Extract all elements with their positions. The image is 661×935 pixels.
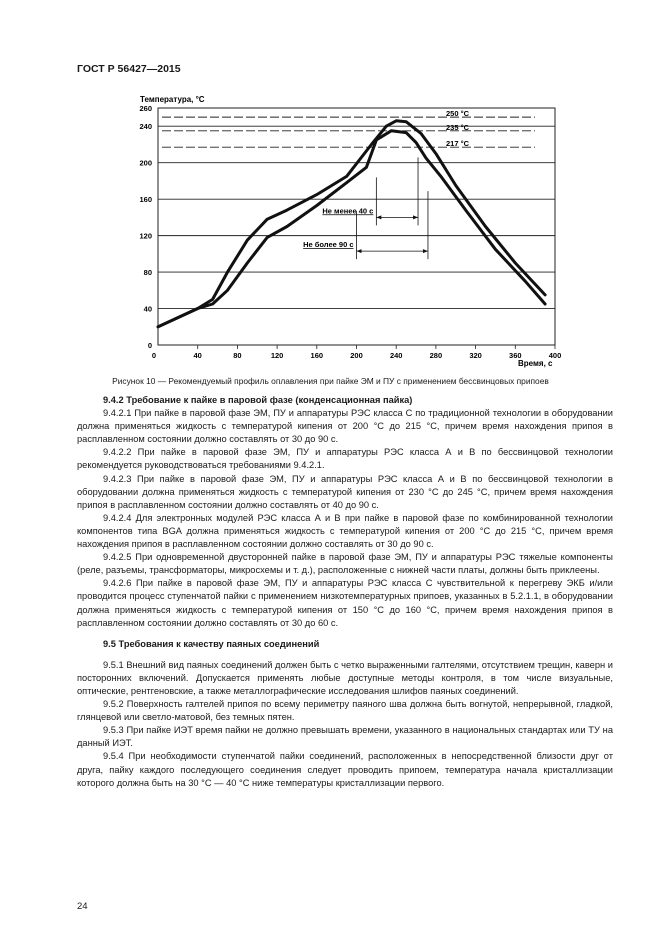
x-tick-label-280: 280 xyxy=(429,351,443,360)
y-tick-label-260: 260 xyxy=(139,104,152,113)
arrowhead-right-2 xyxy=(423,249,428,253)
arrowhead-left-1 xyxy=(376,215,381,219)
reflow-profile-chart xyxy=(0,0,661,380)
paragraph-9-4-2-1: 9.4.2.1 При пайке в паровой фазе ЭМ, ПУ и аппаратуры РЭС класса С по традиционной технологии в оборудовании должна применяться жидкость с температурой кипения от 200 °C до 215 °C, причем время нахождения припоя в расплавленном состоянии должно составлять от 30 до 90 с. xyxy=(77,408,613,445)
x-tick-label-0: 0 xyxy=(151,351,157,360)
paragraph-9-4-2-4: 9.4.2.4 Для электронных модулей РЭС класса А и В при пайке в паровой фазе по комбинированной технологии компонентов типа BGA должна применяться жидкость с температурой кипения от 200 °C до 215 °C, причем время нахождения припоя в расплавленном состоянии должно составлять от 30 до 90 с. xyxy=(77,512,613,550)
x-tick-label-200: 200 xyxy=(350,351,363,360)
paragraph-9-5-1: 9.5.1 Внешний вид паяных соединений должен быть с четко выраженными галтелями, отсутствием трещин, каверн и посторонних включений. Допускается применять любые доступные методы контроля, в том числе визуальные, оптические, рентгеновские, а также металлографические исследования шлифов паяных соединений. xyxy=(77,659,613,696)
arrowhead-left-2 xyxy=(357,249,362,253)
body-text xyxy=(77,394,613,790)
arrowhead-right-1 xyxy=(413,215,418,219)
paragraph-9-4-2-3: 9.4.2.3 При пайке в паровой фазе ЭМ, ПУ и аппаратуры РЭС класса А и В по бессвинцовой технологии в оборудовании должна применяться жидкость с температурой кипения от 230 °C до 245 °C, причем время нахождения припоя в расплавленном состоянии должно составлять от 40 до 90 с. xyxy=(77,473,613,510)
y-tick-label-240: 240 xyxy=(139,122,152,132)
section-heading-9-5: 9.5 Требования к качеству паяных соединений xyxy=(103,638,320,649)
paragraph-9-4-2-2: 9.4.2.2 При пайке в паровой фазе ЭМ, ПУ и аппаратуры РЭС класса А и В по бессвинцовой технологии рекомендуется руководствоваться требованиями 9.4.2.1. xyxy=(77,447,613,471)
x-tick-label-80: 80 xyxy=(233,351,242,360)
document-code: ГОСТ Р 56427—2015 xyxy=(77,63,181,75)
y-tick-label-120: 120 xyxy=(139,231,152,241)
paragraph-9-5-4: 9.5.4 При необходимости ступенчатой пайки соединений, расположенных в непосредственной близости друг от друга, пайку каждого последующего соединения следует проводить припоем, температура начала кристаллизации которого должна быть на 30 °C — 40 °C ниже температуры кристаллизации первого. xyxy=(77,751,613,788)
profile-curve-1 xyxy=(158,121,545,327)
paragraph-9-4-2-5: 9.4.2.5 При одновременной двусторонней пайке в паровой фазе ЭМ, ПУ и аппаратуры РЭС тяжелые компоненты (реле, разъемы, трансформаторы, микросхемы и т. д.), расположенные с нижней части платы, должны быть приклеены. xyxy=(77,552,613,576)
figure-caption: Рисунок 10 — Рекомендуемый профиль оплавления при пайке ЭМ и ПУ с применением бессвинцовых припоев xyxy=(112,376,549,386)
reference-label-217: 217 °C xyxy=(446,139,470,149)
x-tick-label-240: 240 xyxy=(389,351,403,360)
paragraph-9-5-2: 9.5.2 Поверхность галтелей припоя по всему периметру паяного шва должна быть вогнутой, непрерывной, гладкой, глянцевой или светло-матовой, без темных пятен. xyxy=(77,699,613,723)
paragraph-9-5-3: 9.5.3 При пайке ИЭТ время пайки не должно превышать времени, указанного в национальных стандартах или ТУ на данный ИЭТ. xyxy=(77,725,613,749)
y-tick-label-80: 80 xyxy=(143,268,152,278)
x-tick-label-320: 320 xyxy=(469,351,482,360)
annotation-label-2: Не более 90 с xyxy=(303,240,354,250)
y-axis-label: Температура, °C xyxy=(140,95,205,104)
y-tick-label-200: 200 xyxy=(139,158,152,168)
y-tick-label-0: 0 xyxy=(147,341,152,350)
y-tick-label-160: 160 xyxy=(139,195,152,205)
reference-label-235: 235 °C xyxy=(446,122,470,132)
x-axis-label: Время, с xyxy=(518,359,553,368)
section-heading-9-4-2: 9.4.2 Требование к пайке в паровой фазе (конденсационная пайка) xyxy=(103,395,413,405)
x-tick-label-120: 120 xyxy=(270,351,284,360)
annotation-label-1: Не менее 40 с xyxy=(322,206,374,216)
reference-label-250: 250 °C xyxy=(446,109,470,119)
x-tick-label-400: 400 xyxy=(548,351,562,360)
y-tick-label-40: 40 xyxy=(143,304,152,314)
page-number: 24 xyxy=(77,901,88,912)
x-tick-label-160: 160 xyxy=(310,351,324,360)
x-tick-label-40: 40 xyxy=(193,351,202,360)
paragraph-9-4-2-6: 9.4.2.6 При пайке в паровой фазе ЭМ, ПУ и аппаратуры РЭС класса С чувствительной к перегреву ЭКБ и/или проводится процесс ступенчатой пайки с применением низкотемпературных припоев, указанных в 5.2.1.1, в оборудовании должна применяться жидкость с температурой кипения от 150 °C до 160 °C, причем время нахождения припоя в расплавленном состоянии должно составлять от 30 до 60 с. xyxy=(77,578,613,628)
x-tick-label-360: 360 xyxy=(509,351,522,360)
